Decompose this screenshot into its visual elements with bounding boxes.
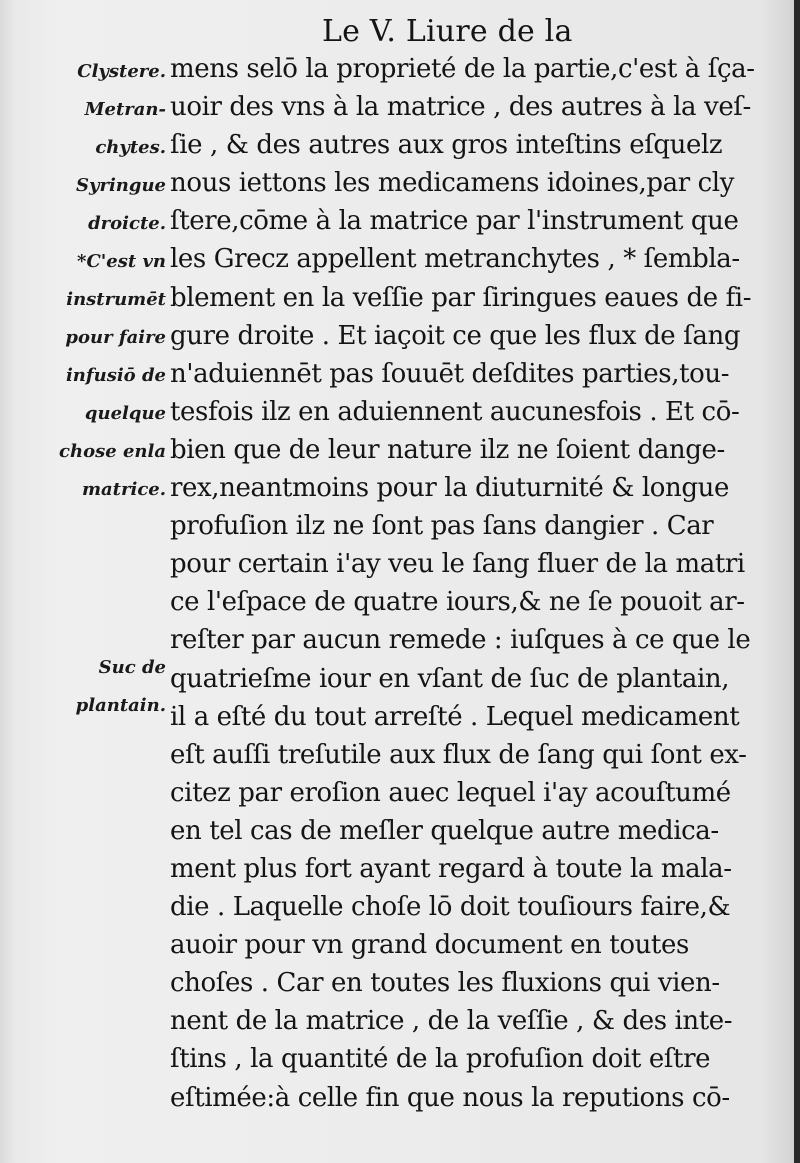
text-line: nent de la matrice , de la veſſie , & des inte-	[170, 1006, 733, 1037]
text-line: n'aduiennēt pas ſouuēt deſdites parties,tou-	[170, 358, 730, 389]
margin-note: plantain.	[75, 695, 166, 716]
text-line: nous iettons les medicamens idoines,par cly	[170, 168, 734, 199]
text-line: pour certain i'ay veu le ſang fluer de la matri	[170, 549, 745, 580]
text-line: ment plus fort ayant regard à toute la mala-	[170, 853, 732, 884]
text-line: eſt auſſi treſutile aux flux de ſang qui ſont ex-	[170, 739, 747, 770]
margin-note: chose enla	[59, 441, 166, 462]
text-line: choſes . Car en toutes les fluxions qui vien-	[170, 968, 720, 999]
text-line: bien que de leur nature ilz ne ſoient dange-	[170, 434, 725, 465]
page-edge-shadow	[794, 0, 800, 1163]
margin-note: *C'est vn	[77, 251, 166, 272]
text-line: rex,neantmoins pour la diuturnité & longue	[170, 473, 729, 504]
text-line: die . Laquelle choſe lō doit touſiours faire,&	[170, 892, 731, 923]
text-line: auoir pour vn grand document en toutes	[170, 930, 689, 961]
text-line: les Grecz appellent metranchytes , * ſembla-	[170, 244, 740, 275]
text-line: ce l'eſpace de quatre iours,& ne ſe pouoit ar-	[170, 587, 745, 618]
margin-note: Suc de	[98, 657, 166, 678]
text-line: blement en la veſſie par ſiringues eaues de fi-	[170, 282, 752, 313]
text-line: citez par eroſion auec lequel i'ay acouſtumé	[170, 777, 731, 808]
text-line: reſter par aucun remede : iuſques à ce que le	[170, 625, 751, 656]
text-line: tesfois ilz en aduiennent aucunesfois . Et cō-	[170, 396, 740, 427]
margin-note: infusiō de	[65, 365, 166, 386]
body-text	[170, 50, 760, 1117]
text-line: gure droite . Et iaçoit ce que les flux de ſang	[170, 320, 741, 351]
text-line: en tel cas de meſler quelque autre medica-	[170, 815, 719, 846]
text-line: ſie , & des autres aux gros inteſtins eſquelz	[170, 130, 723, 161]
text-line: il a eſté du tout arreſté . Lequel medicament	[170, 701, 740, 732]
margin-note: quelque	[84, 403, 166, 424]
running-header: Le V. Liure de la	[322, 14, 573, 49]
margin-note: droicte.	[88, 213, 166, 234]
margin-note: Syringue	[76, 175, 166, 196]
text-line: eſtimée:à celle fin que nous la reputions cō-	[170, 1082, 730, 1113]
text-line: mens selō la proprieté de la partie,c'est à ſça-	[170, 54, 755, 84]
margin-note: chytes.	[95, 137, 166, 158]
margin-note: Metran-	[84, 99, 166, 120]
text-line: quatrieſme iour en vſant de ſuc de plantain,	[170, 663, 730, 694]
text-line: profuſion ilz ne ſont pas ſans dangier . Car	[170, 511, 714, 542]
margin-note: Clystere.	[77, 61, 166, 82]
margin-note: pour faire	[65, 327, 166, 348]
text-line: ſtins , la quantité de la profuſion doit eſtre	[170, 1044, 711, 1075]
text-line: uoir des vns à la matrice , des autres à la veſ-	[170, 92, 751, 123]
margin-note: instrumēt	[66, 289, 166, 310]
margin-note: matrice.	[81, 479, 166, 500]
text-line: ſtere,cōme à la matrice par l'instrument que	[170, 206, 739, 237]
